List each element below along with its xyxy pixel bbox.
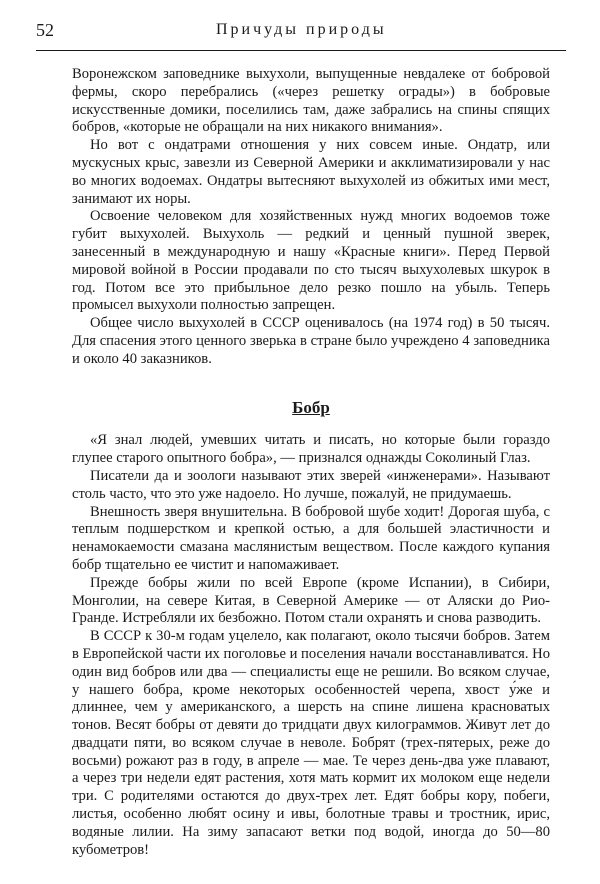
paragraph: Но вот с ондатрами отношения у них совсем иные. Ондатр, или мускусных крыс, завезли из Северной Америки и акклиматизировали у нас во многих водоемах. Ондатры вытесняют выхухолей из обжитых ими мест, занимают их норы. (72, 137, 550, 207)
paragraph: Общее число выхухолей в СССР оценивалось (на 1974 год) в 50 тысяч. Для спасения этого ценного зверька в стране было учреждено 4 заповедника и около 40 заказников. (72, 315, 550, 367)
page-header (36, 16, 566, 46)
paragraph: Освоение человеком для хозяйственных нужд многих водоемов тоже губит выхухолей. Выхухоль — редкий и ценный пушной зверек, занесенный в международную и нашу «Красные книги». Перед Первой мировой войной в России продавали по сто тысяч выхухолевых шкурок в год. Потом все это прибыльное дело резко пошло на убыль. Теперь промысел выхухоли полностью запрещен. (72, 208, 550, 314)
page-number: 52 (36, 20, 54, 40)
paragraph: Прежде бобры жили по всей Европе (кроме Испании), в Сибири, Монголии, на севере Китая, в Северной Америке — от Аляски до Рио-Гранде. Истребляли их безбожно. Потом стали охранять и снова разводить. (72, 574, 550, 627)
page-body (72, 66, 550, 859)
running-title: Причуды природы (216, 21, 387, 38)
paragraph: «Я знал людей, умевших читать и писать, но которые были гораздо глупее старого опытного бобра», — признался однажды Соколиный Глаз. (72, 432, 550, 467)
paragraph: В СССР к 30-м годам уцелело, как полагают, около тысячи бобров. Затем в Европейской части их поголовье и поселения начали восстанавливатся. Но один вид бобров или два — специалисты еще не решили. Во всяком случае, у нашего бобра, кроме некоторых особенностей черепа, хвост у́же и длиннее, чем у американского, а шерсть на спине лишена красноватых тонов. Весят бобры от девяти до тридцати двух килограммов. Живут лет до двадцати пяти, во всяком случае в неволе. Бобрят (трех-пятерых, реже до восьми) рожают раз в году, в апреле — мае. Те через день-два уже плавают, а через три недели едят растения, хотя мать кормит их молоком еще недели три. С родителями остаются до двух-трех лет. Едят бобры кору, побеги, листья, особенно любят осину и ивы, болотные травы и тростник, ирис, водяные лилии. На зиму запасают ветки под водой, иногда до 50—80 кубометров! (72, 628, 550, 858)
paragraph: Внешность зверя внушительна. В бобровой шубе ходит! Дорогая шуба, с теплым подшерстком и крепкой остью, а для большей эластичности и ненамокаемости смазана маслянистым веществом. После каждого купания бобр тщательно ее чистит и напомаживает. (72, 503, 550, 573)
header-rule (36, 50, 566, 51)
section-heading: Бобр (292, 397, 330, 417)
paragraph-continued: Воронежском заповеднике выхухоли, выпущенные невдалеке от бобровой фермы, скоро перебрались («через решетку ограды») в бобровые искусственные домики, поселились там, даже забрались на спины спящих бобров, «которые не обращали на них никакого внимания». (72, 66, 550, 136)
paragraph: Писатели да и зоологи называют этих зверей «инженерами». Называют столь часто, что это уже надоело. Но лучше, пожалуй, не придумаешь. (72, 467, 550, 502)
